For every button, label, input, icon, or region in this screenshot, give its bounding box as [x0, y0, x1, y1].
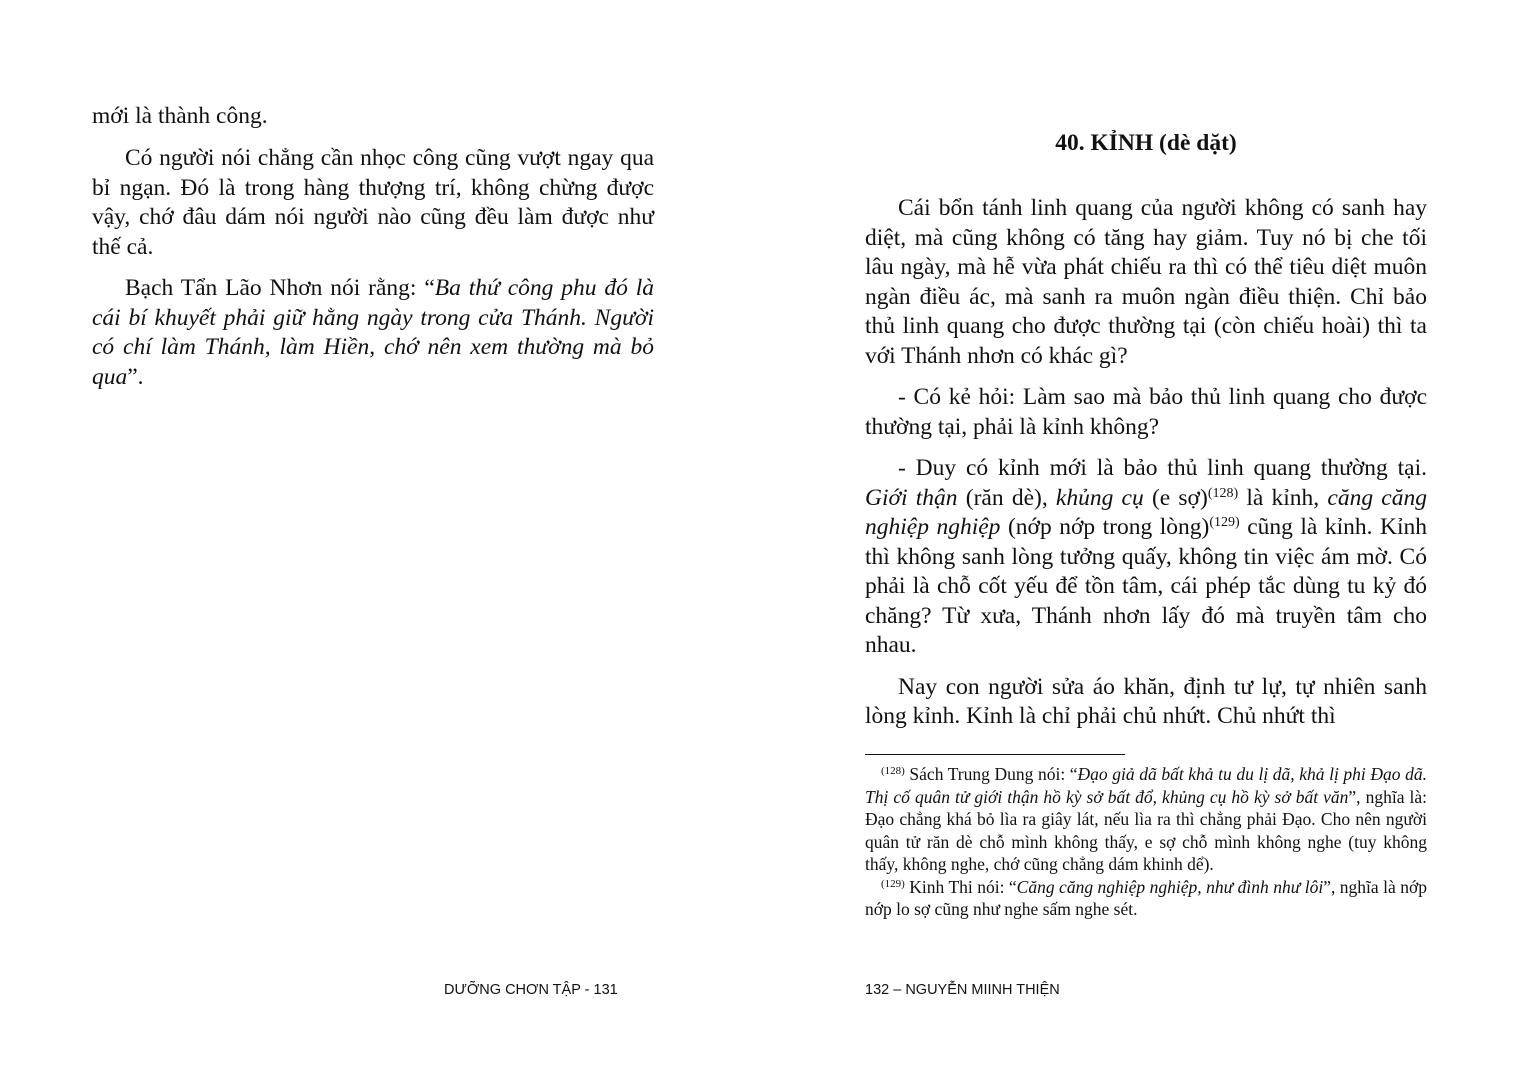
right-paragraph-2: - Có kẻ hỏi: Làm sao mà bảo thủ linh quang cho được thường tại, phải là kỉnh không? [865, 384, 1427, 440]
footnote-129: $^{(129)}$ Kinh Thi nói: “Căng căng nghiệp nghiệp, như đình như lôi”, nghĩa là nớp nớp lo sợ cũng như nghe sấm nghe sét. [865, 876, 1427, 919]
footnote-ref-129: (129) [1209, 515, 1240, 530]
right-paragraph-4: Nay con người sửa áo khăn, định tư lự, tự nhiên sanh lòng kỉnh. Kỉnh là chỉ phải chủ nhứt. Chủ nhứt thì [865, 673, 1427, 729]
footnotes [865, 763, 1427, 921]
footnote-divider [865, 754, 1125, 755]
footnote-128: $^{(128)}$ Sách Trung Dung nói: “Đạo giả dã bất khả tu du lị dã, khả lị phi Đạo dã. Thị cố quân tử giới thận hồ kỳ sở bất đổ, khủng cụ hồ kỳ sở bất văn”, nghĩa là: Đạo chẳng khá bỏ lìa ra giây lát, nếu lìa ra thì chẳng phải Đạo. Cho nên người quân tử răn dè chỗ mình không thấy, e sợ chỗ mình không nghe (tuy không thấy, không nghe, chớ cũng chẳng dám khinh dể). [865, 764, 1428, 874]
left-paragraph-1: mới là thành công. [92, 103, 268, 129]
right-page-footer: 132 – NGUYỄN MIINH THIỆN [865, 982, 1060, 998]
right-paragraph-1: Cái bổn tánh linh quang của người không có sanh hay diệt, mà cũng không có tăng hay giảm. Tuy nó bị che tối lâu ngày, mà hễ vừa phát chiếu ra thì có thể tiêu diệt muôn ngàn điều ác, mà sanh ra muôn ngàn điều thiện. Chỉ bảo thủ linh quang cho được thường tại (còn chiếu hoài) thì ta với Thánh nhơn có khác gì? [865, 195, 1427, 369]
left-page-footer: DƯỠNG CHƠN TẬP - 131 [444, 982, 618, 998]
section-heading: 40. KỈNH (dè dặt) [1055, 130, 1237, 156]
left-paragraph-2: Có người nói chẳng cần nhọc công cũng vượt ngay qua bỉ ngạn. Đó là trong hàng thượng trí, không chừng được vậy, chớ đâu dám nói người nào cũng đều làm được như thế cả. [92, 145, 654, 260]
right-paragraph-3: - Duy có kỉnh mới là bảo thủ linh quang thường tại. Giới thận (răn dè), khủng cụ (e sợ)$^{(128)}$ là kỉnh, căng căng nghiệp nghiệp (nớp nớp trong lòng)$^{(129)}$ cũng là kỉnh. Kỉnh thì không sanh lòng tưởng quấy, không tin việc ám mờ. Có phải là chỗ cốt yếu để tồn tâm, cái phép tắc dùng tu kỷ đó chăng? Từ xưa, Thánh nhơn lấy đó mà truyền tâm cho nhau. [865, 455, 1428, 658]
left-paragraph-3: Bạch Tẩn Lão Nhơn nói rằng: “Ba thứ công phu đó là cái bí khuyết phải giữ hằng ngày trong cửa Thánh. Người có chí làm Thánh, làm Hiền, chớ nên xem thường mà bỏ qua”. [92, 275, 654, 390]
left-quote: Ba thứ công phu đó là cái bí khuyết phải giữ hằng ngày trong cửa Thánh. Người có chí làm Thánh, làm Hiền, chớ nên xem thường mà bỏ qua [92, 275, 654, 390]
footnote-ref-128: (128) [1207, 485, 1239, 501]
